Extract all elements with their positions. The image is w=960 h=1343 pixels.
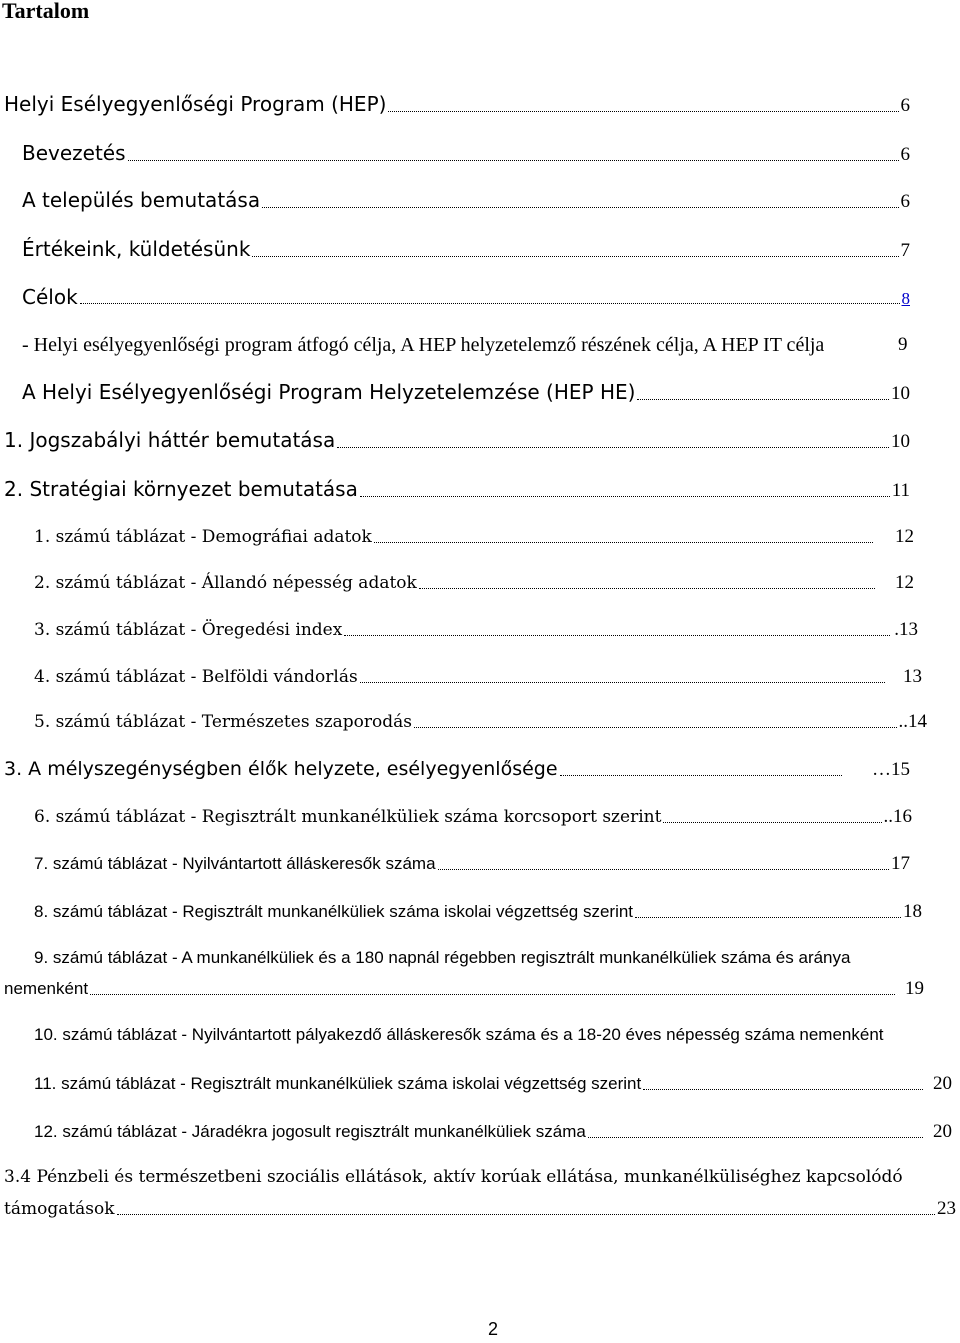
toc-entry-label: 5. számú táblázat - Természetes szaporodás — [34, 712, 412, 732]
toc-entry[interactable] — [34, 572, 914, 594]
toc-entry-label: 2. számú táblázat - Állandó népesség adatok — [34, 573, 417, 593]
toc-entry-page: …15 — [872, 759, 910, 780]
toc-entry-page: 17 — [891, 853, 910, 874]
dot-leader — [374, 542, 873, 543]
toc-entry-label[interactable]: 9. számú táblázat - A munkanélküliek és a 180 napnál régebben regisztrált munkanélküliek száma és aránya — [34, 948, 851, 967]
dot-leader — [252, 256, 898, 257]
toc-entry[interactable] — [34, 901, 922, 923]
toc-entry-page: 12 — [895, 572, 914, 593]
toc-entry-label-cont: nemenként — [4, 979, 89, 998]
toc-entry[interactable] — [4, 428, 910, 453]
toc-entry-label: Értékeink, küldetésünk — [22, 237, 251, 261]
dot-leader — [560, 775, 842, 776]
toc-entry[interactable] — [34, 526, 914, 548]
toc-entry-label: Helyi Esélyegyenlőségi Program (HEP) — [4, 92, 387, 116]
dot-leader — [128, 160, 899, 161]
toc-entry-label[interactable]: 10. számú táblázat - Nyilvántartott pályakezdő álláskeresők száma és a 18-20 éves népesség száma nemenként — [34, 1025, 884, 1044]
toc-entry[interactable] — [22, 188, 910, 213]
toc-entry[interactable] — [34, 853, 910, 875]
toc-entry-page: .13 — [894, 619, 918, 640]
toc-entry-page: 10 — [891, 431, 910, 452]
toc-entry[interactable] — [22, 285, 910, 309]
toc-entry-page: ..14 — [898, 711, 927, 732]
toc-entry-label[interactable]: - Helyi esélyegyenlőségi program átfogó célja, A HEP helyzetelemző részének célja, A HEP IT célja — [22, 334, 825, 356]
toc-entry-page: 19 — [905, 978, 924, 999]
toc-entry-label: 1. Jogszabályi háttér bemutatása — [4, 428, 336, 452]
toc-entry-page: 23 — [937, 1198, 956, 1219]
dot-leader — [643, 1089, 923, 1090]
toc-entry-label: Bevezetés — [22, 141, 126, 165]
toc-entry[interactable] — [4, 1198, 956, 1220]
toc-entry-label: 11. számú táblázat - Regisztrált munkanélküliek száma iskolai végzettség szerint — [34, 1074, 642, 1093]
toc-entry-label: 3. számú táblázat - Öregedési index — [34, 620, 343, 640]
dot-leader — [262, 207, 898, 208]
toc-entry-label: 4. számú táblázat - Belföldi vándorlás — [34, 667, 358, 687]
toc-entry-page: 20 — [933, 1121, 952, 1142]
toc-entry-label-cont: támogatások — [4, 1199, 115, 1219]
toc-entry[interactable] — [4, 92, 910, 117]
dot-leader — [419, 588, 875, 589]
dot-leader — [588, 1137, 923, 1138]
toc-entry-page: 6 — [900, 144, 910, 165]
dot-leader — [388, 111, 898, 112]
toc-entry-page: 13 — [903, 666, 922, 687]
dot-leader — [90, 994, 895, 995]
dot-leader — [337, 447, 889, 448]
toc-entry-page: 18 — [903, 901, 922, 922]
toc-entry[interactable] — [4, 477, 910, 502]
toc-entry-page: ..16 — [883, 806, 912, 827]
toc-entry-label[interactable]: 3.4 Pénzbeli és természetbeni szociális ellátások, aktív korúak ellátása, munkanélküliséghez kapcsolódó — [4, 1167, 903, 1187]
toc-entry[interactable] — [4, 758, 910, 781]
toc-entry-page: 6 — [900, 95, 910, 116]
page-number: 2 — [488, 1319, 499, 1339]
dot-leader — [635, 917, 901, 918]
toc-entry[interactable] — [34, 1121, 952, 1143]
toc-entry[interactable] — [22, 237, 910, 262]
toc-entry[interactable] — [22, 380, 910, 405]
toc-entry[interactable] — [4, 978, 924, 1000]
toc-entry[interactable] — [34, 1073, 952, 1095]
toc-entry-label: 3. A mélyszegénységben élők helyzete, esélyegyenlősége — [4, 758, 558, 780]
toc-entry[interactable] — [34, 666, 922, 688]
page-title: Tartalom — [2, 0, 90, 23]
toc-entry-page: 20 — [933, 1073, 952, 1094]
toc-entry-page: 6 — [900, 191, 910, 212]
toc-entry-label: 8. számú táblázat - Regisztrált munkanélküliek száma iskolai végzettség szerint — [34, 902, 634, 921]
toc-entry-label: 1. számú táblázat - Demográfiai adatok — [34, 527, 372, 547]
dot-leader — [80, 303, 900, 304]
toc-entry-page: 9 — [898, 334, 908, 355]
toc-entry[interactable] — [34, 806, 912, 828]
toc-entry-page: 11 — [891, 480, 910, 501]
toc-entry-label: 2. Stratégiai környezet bemutatása — [4, 477, 358, 501]
dot-leader — [360, 682, 885, 683]
toc-entry[interactable] — [34, 711, 927, 733]
dot-leader — [438, 869, 889, 870]
toc-entry-label: 12. számú táblázat - Járadékra jogosult regisztrált munkanélküliek száma — [34, 1122, 586, 1141]
toc-entry-label: Célok — [22, 285, 78, 309]
dot-leader — [663, 822, 881, 823]
dot-leader — [344, 635, 890, 636]
toc-entry-page: 12 — [895, 526, 914, 547]
dot-leader — [360, 496, 890, 497]
toc-entry-label: A település bemutatása — [22, 188, 261, 212]
toc-entry[interactable] — [22, 141, 910, 166]
dot-leader — [414, 727, 897, 728]
toc-entry-page: 7 — [900, 240, 910, 261]
toc-entry[interactable] — [34, 619, 918, 641]
dot-leader — [117, 1214, 935, 1215]
toc-entry-page: 10 — [891, 383, 910, 404]
toc-entry-label: 6. számú táblázat - Regisztrált munkanélküliek száma korcsoport szerint — [34, 807, 662, 827]
toc-entry-label: 7. számú táblázat - Nyilvántartott álláskeresők száma — [34, 854, 436, 873]
toc-entry-page-link[interactable]: 8 — [901, 289, 910, 308]
toc-entry-label: A Helyi Esélyegyenlőségi Program Helyzetelemzése (HEP HE) — [22, 380, 636, 404]
dot-leader — [637, 399, 889, 400]
